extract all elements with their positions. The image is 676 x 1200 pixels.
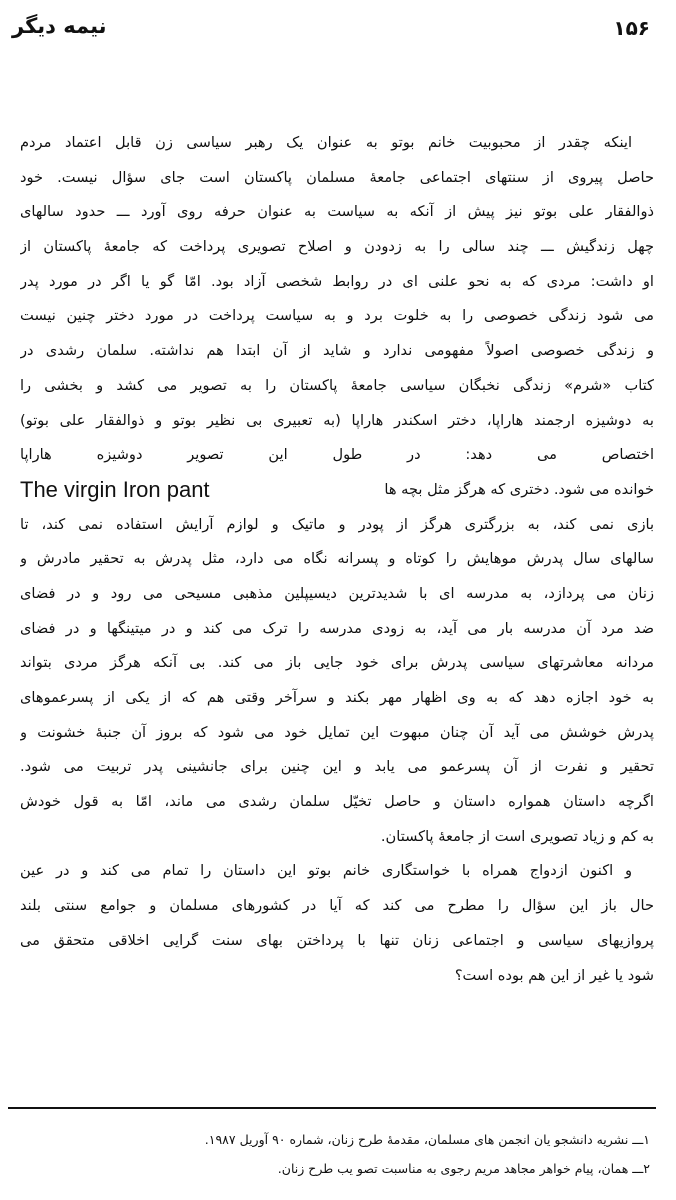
page-number: ۱۵۶ (613, 16, 650, 40)
text-line: مردانه معاشرتهای سیاسی پدرش برای خود جایی باز می کند. بی آنکه هرگز مردی بتواند (20, 654, 654, 672)
text-line: به خود اجازه دهد که به وی اظهار مهر بکند و سرآخر وقتی هم که از یکی از پسرعموهای (20, 689, 654, 706)
text-line: پدرش خوشش می آید آن چنان مبهوت این تمایل خود می شود که بروز آن جنبهٔ خشونت و (20, 723, 654, 741)
page-header (12, 14, 650, 50)
text-line: و اکنون ازدواج همراه با خواستگاری خانم بوتو این داستان را تمام می کند و در عین (20, 862, 632, 880)
text-line: پروازیهای سیاسی و اجتماعی زنان تنها با پرداختن بهای سنت گرایی اخلاقی متحقق می (20, 931, 654, 949)
text-line: او داشت: مردی که به نحو علنی ای در روابط شخصی آزاد بود. امّا گو یا اگر در مورد پدر (20, 272, 654, 290)
text-fragment: خوانده می شود. دختری که هرگز مثل بچه ها (384, 480, 654, 498)
text-line: اگرچه داستان همواره داستان و حاصل تخیّل سلمان رشدی می ماند، امّا به قول خودش (20, 793, 654, 811)
text-line: اختصاص می دهد: در طول این تصویر دوشیزه هاراپا (20, 446, 654, 464)
text-line: حاصل پیروی از سنتهای اجتماعی جامعهٔ مسلمان پاکستان است جای سؤال نیست. خود (20, 168, 654, 186)
text-line: به کم و زیاد تصویری است از جامعهٔ پاکستان. (380, 827, 654, 845)
text-line: سالهای سال پدرش موهایش را کوتاه و پسرانه نگاه می دارد، مثل پدرش به تحقیر مادرش و (20, 550, 654, 568)
english-phrase: The virgin Iron pant (20, 476, 210, 502)
running-title: نیمه دیگر (12, 14, 107, 38)
text-line: تحقیر و نفرت از آن پسرعمو می یابد و این چنین برای جانشینی پدر تربیت می شود. (20, 758, 654, 776)
footnote-1: ۱ـــ نشریه دانشجو یان انجمن های مسلمان، مقدمهٔ طرح زنان، شماره ۹۰ آوریل ۱۹۸۷. (204, 1132, 650, 1147)
body-text (20, 126, 654, 993)
text-line: به دوشیزه ارجمند هاراپا، دختر اسکندر هاراپا (به تعبیری بی نظیر بوتو و ذوالفقار علی بوتو) (20, 411, 654, 429)
text-line: کتاب «شرم» زندگی نخبگان سیاسی جامعهٔ پاکستان را به تصویر می کشد و بخشی را (20, 376, 654, 394)
footnote-divider (8, 1107, 656, 1109)
footnotes (90, 1125, 650, 1183)
text-line: زنان می پردازد، به مدرسه ای با شدیدترین دیسیپلین مذهبی مسیحی می رود و در فضای (20, 584, 654, 602)
text-line: چهل زندگیش ـــ چند سالی را به زدودن و اصلاح تصویری پرداخت که جامعهٔ پاکستان از (20, 238, 654, 256)
footnote-2: ۲ـــ همان، پیام خواهر مجاهد مریم رجوی به مناسبت تصو یب طرح زنان. (277, 1161, 650, 1176)
text-line: شود یا غیر از این هم بوده است؟ (454, 966, 654, 984)
text-line: ضد مرد آن مدرسه بار می آید، به زودی مدرسه را ترک می کند و در میتینگها و در فضای (20, 619, 654, 637)
text-line: بازی نمی کند، به بزرگتری هرگز از پودر و ماتیک و لوازم آرایش استفاده نمی کند، تا (20, 515, 654, 533)
text-line: ذوالفقار علی بوتو نیز پیش از آنکه به سیاست به عنوان حرفه روی آورد ـــ حدود سالهای (20, 203, 654, 221)
text-line: و زندگی خصوصی اصولاً مفهومی ندارد و شاید از آن ابتدا هم نداشته. سلمان رشدی در (20, 342, 654, 360)
text-line: حال باز این سؤال را مطرح می کند که آیا در کشورهای مسلمان و جوامع سنتی بلند (20, 897, 654, 915)
text-line: می شود زندگی خصوصی را به خلوت برد و به سیاست پرداخت در مورد دختر چنین نیست (20, 307, 654, 325)
text-line-mixed (20, 473, 654, 508)
text-line: اینکه چقدر از محبوبیت خانم بوتو به عنوان یک رهبر سیاسی زن قابل اعتماد مردم (20, 134, 632, 151)
